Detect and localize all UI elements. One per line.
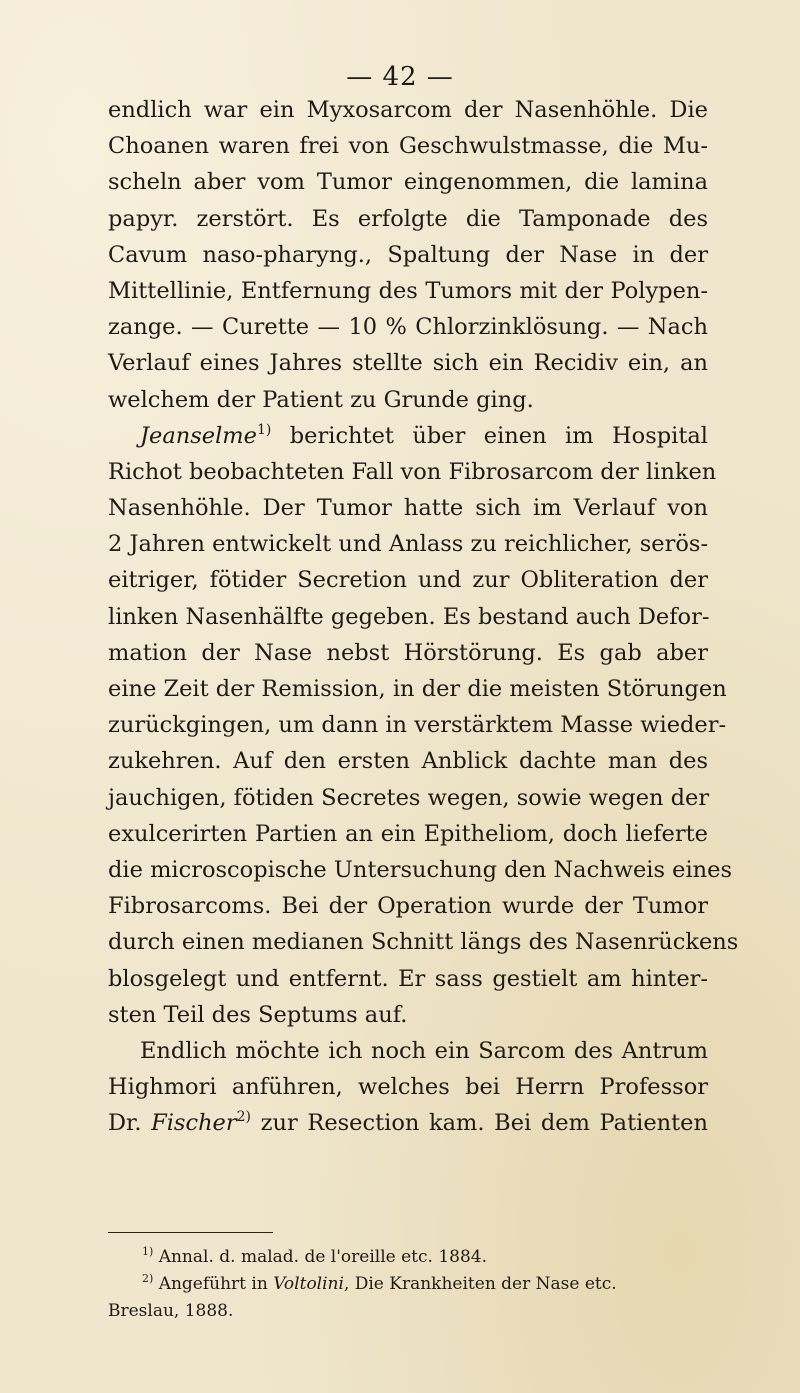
- text-line: zange. — Curette — 10 % Chlorzinklösung. — Nach: [108, 314, 708, 341]
- footnote-ref: 2): [236, 1109, 252, 1126]
- footnote-mark: 1): [142, 1245, 154, 1258]
- author-name: Fischer: [151, 1110, 237, 1137]
- text-line: die microscopische Untersuchung den Nachweis eines: [108, 856, 733, 883]
- text-line: jauchigen, fötiden Secretes wegen, sowie wegen der: [108, 784, 710, 811]
- text-line: blosgelegt und entfernt. Er sass gestielt am hinter-: [108, 965, 708, 992]
- footnote-author: Voltolini: [273, 1274, 344, 1294]
- text-fragment: zur Resection kam. Bei dem Patienten: [251, 1110, 708, 1137]
- text-line-with-citation: [108, 418, 708, 454]
- footnote-text: , Die Krankheiten der Nase etc.: [343, 1274, 617, 1294]
- text-line: durch einen medianen Schnitt längs des Nasenrückens: [108, 929, 739, 956]
- text-fragment: Dr.: [108, 1110, 152, 1137]
- footnote-text: Annal. d. malad. de l'oreille etc. 1884.: [153, 1247, 488, 1267]
- text-line: zurückgingen, um dann in verstärktem Masse wieder-: [108, 712, 727, 739]
- text-line: Richot beobachteten Fall von Fibrosarcom der linken: [108, 458, 717, 485]
- body-text: [108, 92, 739, 1141]
- text-line: 2 Jahren entwickelt und Anlass zu reichlicher, serös-: [108, 531, 709, 558]
- footnote-ref: 1): [256, 421, 272, 438]
- text-line-with-citation: [108, 1105, 708, 1141]
- text-line: sten Teil des Septums auf.: [108, 1001, 408, 1028]
- page-number: — 42 —: [346, 62, 454, 92]
- text-line: Mittellinie, Entfernung des Tumors mit der Polypen-: [108, 277, 708, 304]
- footnote-mark: 2): [142, 1272, 154, 1285]
- text-line: Fibrosarcoms. Bei der Operation wurde der Tumor: [108, 893, 708, 920]
- text-line: Verlauf eines Jahres stellte sich ein Recidiv ein, an: [108, 350, 708, 377]
- text-line: eitriger, fötider Secretion und zur Obliteration der: [108, 567, 708, 594]
- text-line: welchem der Patient zu Grunde ging.: [108, 386, 534, 413]
- footnote-2-continuation: Breslau, 1888.: [108, 1301, 234, 1321]
- text-line: zukehren. Auf den ersten Anblick dachte man des: [108, 748, 708, 775]
- text-fragment: berichtet über einen im Hospital: [271, 422, 708, 449]
- text-line: Choanen waren frei von Geschwulstmasse, die Mu-: [108, 133, 708, 160]
- text-line: eine Zeit der Remission, in der die meisten Störungen: [108, 676, 727, 702]
- text-line: Endlich möchte ich noch ein Sarcom des Antrum: [140, 1037, 708, 1064]
- footnote-1: [108, 1244, 708, 1271]
- text-line: Nasenhöhle. Der Tumor hatte sich im Verlauf von: [108, 495, 708, 522]
- text-line: Cavum naso-pharyng., Spaltung der Nase in der: [108, 241, 708, 268]
- text-line: scheln aber vom Tumor eingenommen, die lamina: [108, 169, 708, 196]
- footnote-divider: [108, 1232, 273, 1233]
- footnotes: [108, 1244, 708, 1325]
- author-name: Jeanselme: [140, 422, 257, 449]
- text-line: endlich war ein Myxosarcom der Nasenhöhle. Die: [108, 97, 708, 123]
- text-line: mation der Nase nebst Hörstörung. Es gab aber: [108, 639, 708, 666]
- text-line: linken Nasenhälfte gegeben. Es bestand auch Defor-: [108, 603, 710, 630]
- text-line: papyr. zerstört. Es erfolgte die Tamponade des: [108, 205, 708, 232]
- footnote-2: [108, 1271, 708, 1298]
- text-line: Highmori anführen, welches bei Herrn Professor: [108, 1074, 708, 1101]
- footnote-text: Angeführt in: [153, 1274, 274, 1294]
- text-line: exulcerirten Partien an ein Epitheliom, doch lieferte: [108, 820, 708, 847]
